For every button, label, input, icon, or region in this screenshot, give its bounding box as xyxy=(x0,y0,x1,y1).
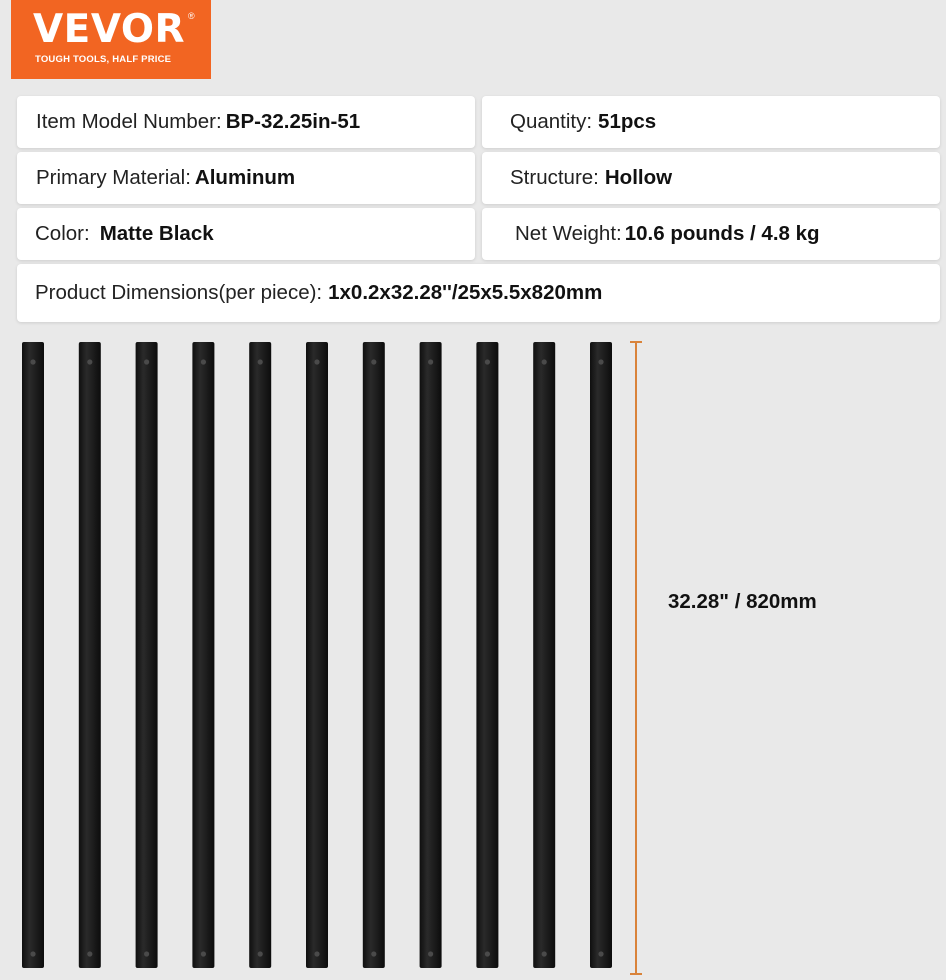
baluster-hole-top xyxy=(258,359,263,364)
spec-value: 1x0.2x32.28''/25x5.5x820mm xyxy=(328,281,603,304)
baluster-hole-top xyxy=(485,359,490,364)
registered-mark: ® xyxy=(188,11,195,21)
baluster-hole-bottom xyxy=(371,951,376,956)
baluster xyxy=(476,342,498,968)
spec-label: Color: xyxy=(35,222,90,245)
vevor-logo xyxy=(11,0,211,79)
spec-value: 51pcs xyxy=(598,110,657,133)
baluster-hole-top xyxy=(30,359,35,364)
spec-card-color xyxy=(17,208,475,260)
baluster xyxy=(136,342,158,968)
baluster-hole-top xyxy=(428,359,433,364)
baluster-hole-bottom xyxy=(428,951,433,956)
spec-card-quantity xyxy=(482,96,940,148)
baluster-hole-bottom xyxy=(258,951,263,956)
spec-card-weight xyxy=(482,208,940,260)
spec-card-structure xyxy=(482,152,940,204)
spec-value: Hollow xyxy=(604,166,673,189)
spec-label: Structure: xyxy=(510,166,599,189)
baluster xyxy=(249,342,271,968)
spec-label: Quantity: xyxy=(510,110,593,133)
logo-tagline: TOUGH TOOLS, HALF PRICE xyxy=(35,54,172,65)
baluster xyxy=(363,342,385,968)
baluster-hole-top xyxy=(201,359,206,364)
baluster xyxy=(22,342,44,968)
baluster-hole-top xyxy=(87,359,92,364)
baluster-hole-bottom xyxy=(144,951,149,956)
baluster xyxy=(192,342,214,968)
baluster-group xyxy=(22,342,612,968)
baluster-hole-bottom xyxy=(30,951,35,956)
spec-card-model xyxy=(17,96,475,148)
baluster-hole-bottom xyxy=(542,951,547,956)
baluster xyxy=(533,342,555,968)
spec-value: 10.6 pounds / 4.8 kg xyxy=(624,222,820,245)
spec-label: Net Weight: xyxy=(515,222,622,245)
baluster xyxy=(306,342,328,968)
baluster-hole-top xyxy=(598,359,603,364)
logo-wordmark: VEVOR xyxy=(33,7,186,52)
baluster-hole-top xyxy=(542,359,547,364)
spec-label: Product Dimensions(per piece): xyxy=(35,281,323,304)
baluster-hole-top xyxy=(371,359,376,364)
baluster-hole-bottom xyxy=(314,951,319,956)
baluster-hole-bottom xyxy=(87,951,92,956)
length-dimension-label: 32.28" / 820mm xyxy=(668,590,817,613)
spec-label: Item Model Number: xyxy=(36,110,222,133)
baluster xyxy=(79,342,101,968)
spec-card-material xyxy=(17,152,475,204)
product-photo xyxy=(0,336,946,980)
baluster-hole-bottom xyxy=(201,951,206,956)
baluster-hole-bottom xyxy=(485,951,490,956)
spec-value: Aluminum xyxy=(194,166,296,189)
spec-label: Primary Material: xyxy=(36,166,191,189)
baluster xyxy=(420,342,442,968)
spec-value: BP-32.25in-51 xyxy=(225,110,361,133)
spec-value: Matte Black xyxy=(99,222,214,245)
baluster-hole-bottom xyxy=(598,951,603,956)
baluster-hole-top xyxy=(144,359,149,364)
baluster xyxy=(590,342,612,968)
baluster-hole-top xyxy=(314,359,319,364)
spec-card-dimensions xyxy=(17,264,940,322)
